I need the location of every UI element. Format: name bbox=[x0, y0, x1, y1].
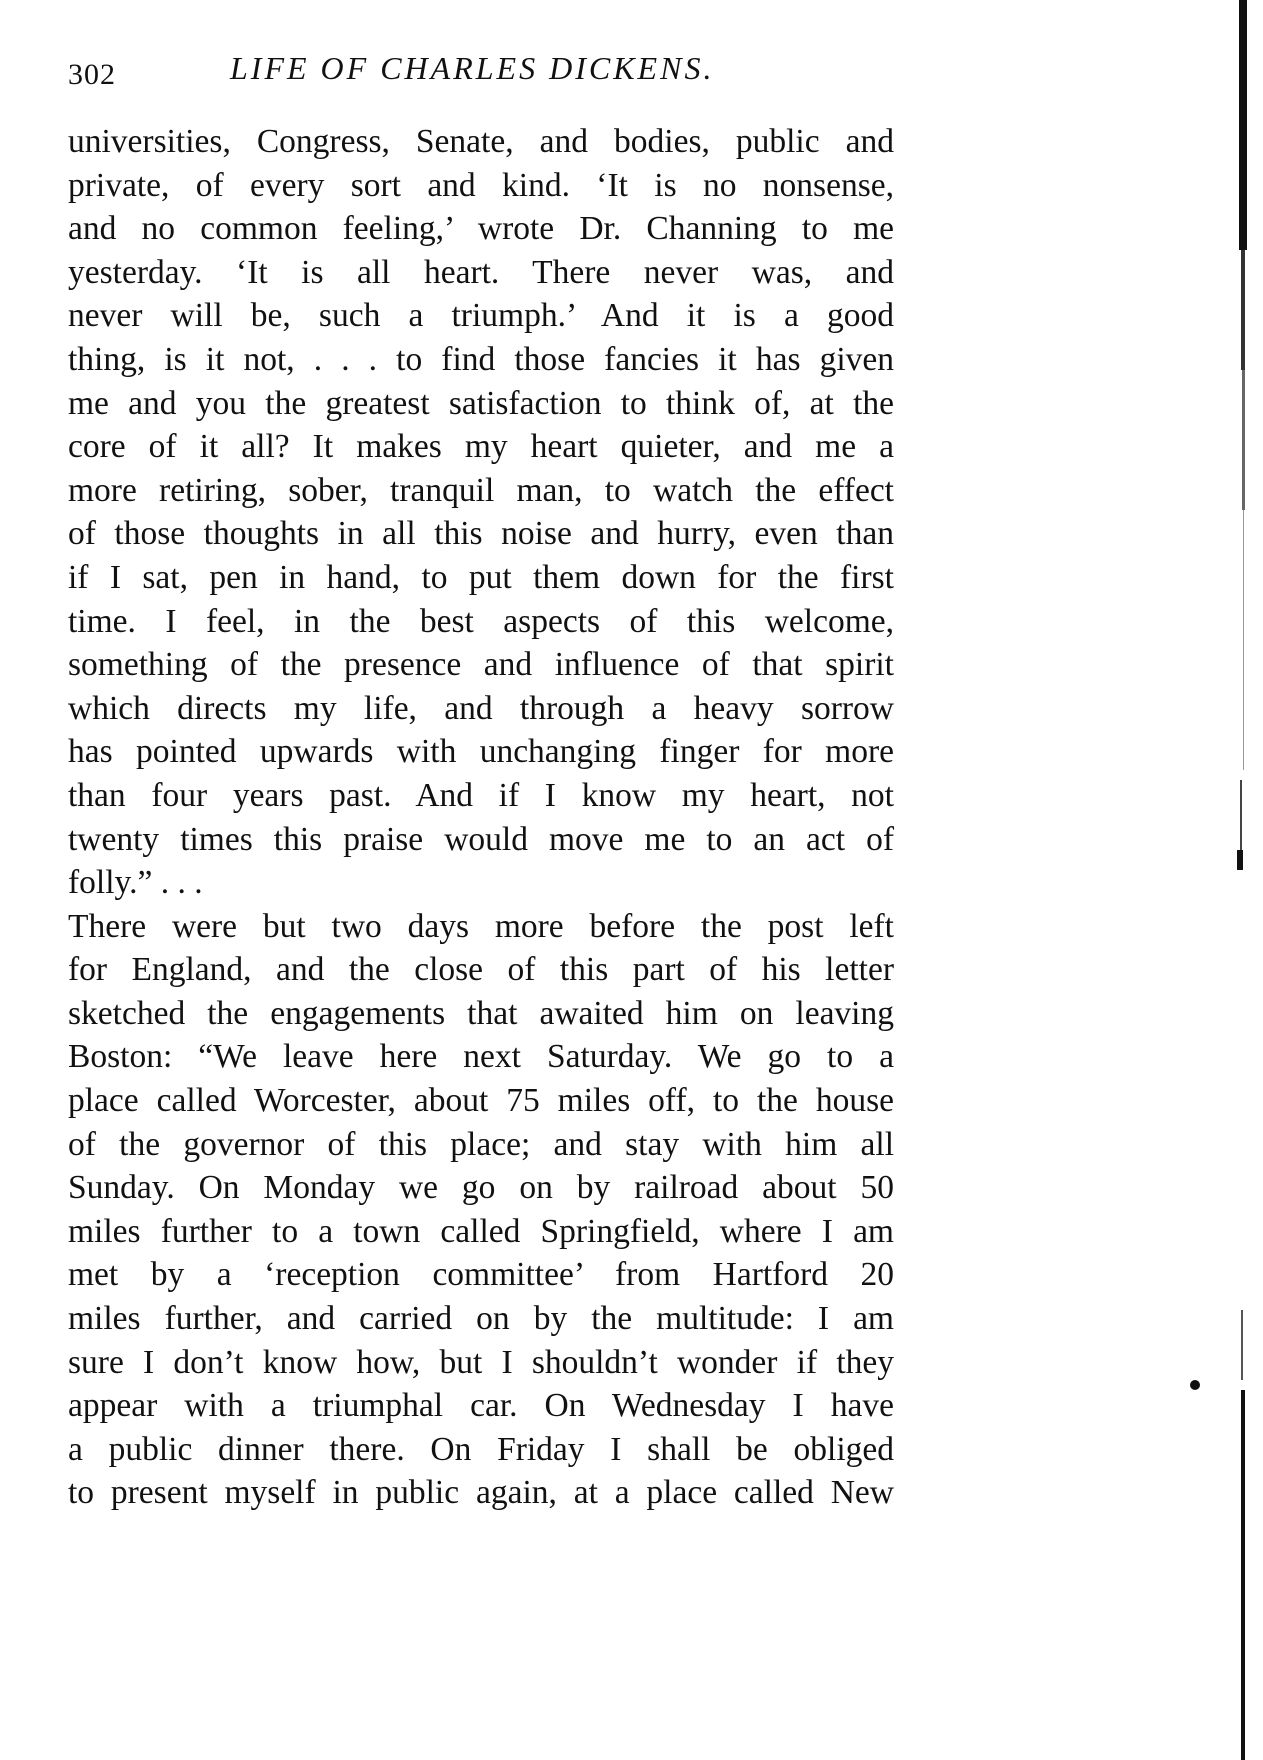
text-line: has pointed upwards with unchanging finger for more bbox=[68, 733, 894, 771]
binding-shadow-graphic bbox=[1183, 0, 1263, 1760]
text-line: time. I feel, in the best aspects of this welcome, bbox=[68, 602, 894, 640]
text-line: yesterday. ‘It is all heart. There never was, and bbox=[68, 253, 894, 291]
text-line: Sunday. On Monday we go on by railroad about 50 bbox=[68, 1169, 894, 1207]
text-line: if I sat, pen in hand, to put them down for the first bbox=[68, 558, 894, 596]
running-title: LIFE OF CHARLES DICKENS. bbox=[230, 50, 715, 86]
page-number: 302 bbox=[68, 58, 116, 91]
text-line: for England, and the close of this part of his letter bbox=[68, 951, 894, 989]
text-line: thing, is it not, . . . to find those fancies it has given bbox=[68, 340, 894, 378]
text-line: twenty times this praise would move me to an act of bbox=[68, 820, 894, 858]
body-text bbox=[68, 120, 894, 1515]
text-line: miles further, and carried on by the multitude: I am bbox=[68, 1300, 894, 1338]
text-line: than four years past. And if I know my heart, not bbox=[68, 776, 894, 814]
text-line: of the governor of this place; and stay with him all bbox=[68, 1125, 894, 1163]
text-line: and no common feeling,’ wrote Dr. Channing to me bbox=[68, 210, 894, 248]
text-line: more retiring, sober, tranquil man, to watch the effect bbox=[68, 471, 894, 509]
text-line: universities, Congress, Senate, and bodies, public and bbox=[68, 123, 894, 160]
text-line: core of it all? It makes my heart quieter, and me a bbox=[68, 428, 894, 466]
paragraph-first-line: There were but two days more before the post left bbox=[68, 907, 894, 945]
text-line: folly.” . . . bbox=[68, 864, 203, 902]
text-line: sure I don’t know how, but I shouldn’t wonder if they bbox=[68, 1343, 894, 1381]
text-line: of those thoughts in all this noise and hurry, even than bbox=[68, 515, 894, 553]
text-line: met by a ‘reception committee’ from Hartford 20 bbox=[68, 1256, 894, 1294]
text-line: place called Worcester, about 75 miles off, to the house bbox=[68, 1082, 894, 1120]
text-line: which directs my life, and through a heavy sorrow bbox=[68, 689, 894, 727]
text-line: something of the presence and influence of that spirit bbox=[68, 646, 894, 684]
text-line: never will be, such a triumph.’ And it is a good bbox=[68, 297, 894, 335]
text-line: me and you the greatest satisfaction to think of, at the bbox=[68, 384, 894, 422]
text-line: Boston: “We leave here next Saturday. We go to a bbox=[68, 1038, 894, 1076]
text-line: to present myself in public again, at a place called New bbox=[68, 1474, 894, 1512]
text-line: appear with a triumphal car. On Wednesday I have bbox=[68, 1387, 894, 1425]
text-line: sketched the engagements that awaited him on leaving bbox=[68, 994, 894, 1032]
text-line: miles further to a town called Springfield, where I am bbox=[68, 1212, 894, 1250]
text-line: a public dinner there. On Friday I shall be obliged bbox=[68, 1430, 894, 1468]
text-line: private, of every sort and kind. ‘It is no nonsense, bbox=[68, 166, 894, 204]
scan-binding-edge bbox=[1183, 0, 1263, 1760]
page-header bbox=[68, 48, 908, 92]
